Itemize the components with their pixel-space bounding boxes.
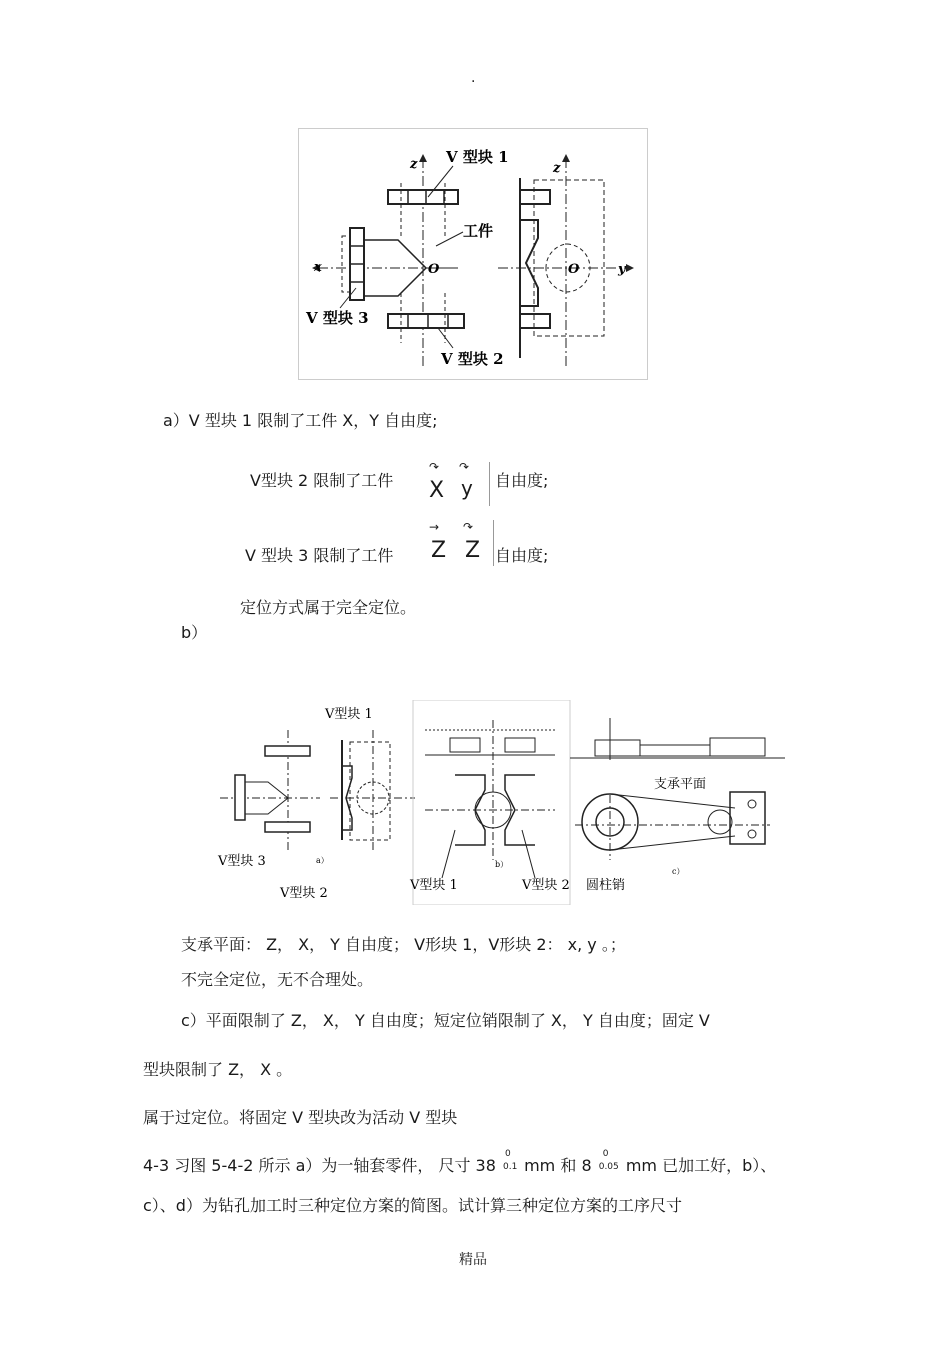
fig2-label-a: a） [316,856,329,865]
p6-part-a: 4-3 习图 5-4-2 所示 a）为一轴套零件， 尺寸 38 [143,1156,496,1175]
tolerance-1 [501,1149,519,1172]
fig2-label-v2-bottom: V型块 2 [522,878,570,893]
fig2-label-support: 支承平面 [654,777,707,792]
rotation-arrow-icon: ↷ [463,520,474,534]
rotation-arrow-icon: ↷ [429,460,440,474]
tolerance-2 [597,1149,621,1172]
text-complete: 定位方式属于完全定位。 [240,598,417,617]
v2-symbol-y: y [461,476,473,500]
fig2-label-v3: V型块 3 [218,854,266,869]
tolerance-2-lower: 0.05 [598,1162,619,1172]
fig2-label-b: b） [495,860,509,869]
text-b-label: b） [181,623,208,642]
text-v3-prefix: V 型块 3 限制了工件 [245,546,394,565]
tolerance-1-lower: 0.1 [503,1162,518,1172]
fig1-label-v1: V 型块 1 [446,148,509,166]
paragraph-support: 支承平面： Z， X， Y 自由度； V形块 1，V形块 2： x, y 。； [181,935,626,954]
header-dot: . [471,70,476,86]
fig1-axis-y: y [618,262,626,277]
v2-symbol-box [425,462,490,506]
v3-symbol-z2: Z [465,538,481,563]
text-v2-suffix: 自由度; [495,471,549,490]
fig2-label-v1-bottom: V型块 1 [410,878,458,893]
fig1-label-v3: V 型块 3 [306,309,369,327]
fig1-origin-right: O [568,262,580,277]
p6-part-c: mm 已加工好，b）、 [625,1156,777,1175]
fig1-axis-z-right: z [553,161,561,176]
figure-2-positioning-schemes [210,700,790,905]
paragraph-c-cont: 型块限制了 Z， X 。 [143,1060,293,1079]
text-a-line: a）V 型块 1 限制了工件 X，Y 自由度; [163,411,438,430]
fig2-label-c: c） [672,867,685,876]
paragraph-incomplete: 不完全定位，无不合理处。 [181,970,374,989]
tolerance-1-upper: 0 [505,1149,511,1159]
paragraph-4-3-cont: c）、d）为钻孔加工时三种定位方案的简图。试计算三种定位方案的工序尺寸 [143,1196,682,1215]
v2-symbol-x: X [429,478,445,503]
footer-label: 精品 [459,1252,487,1268]
paragraph-over-positioning: 属于过定位。将固定 V 型块改为活动 V 型块 [143,1108,458,1127]
fig1-origin-left: O [428,262,440,277]
fig1-axis-x: x [314,260,322,275]
text-v3-suffix: 自由度; [495,546,549,565]
text-v2-prefix: V型块 2 限制了工件 [250,471,394,490]
fig1-label-workpiece: 工件 [463,222,494,240]
arrow-right-icon: → [429,520,440,534]
paragraph-4-3 [143,1149,777,1176]
fig1-axis-z-left: z [410,157,418,172]
fig1-label-v2: V 型块 2 [441,350,504,368]
fig2-label-v2: V型块 2 [280,886,328,901]
paragraph-c: c）平面限制了 Z， X， Y 自由度；短定位销限制了 X， Y 自由度；固定 V [181,1011,710,1030]
tolerance-2-upper: 0 [602,1149,609,1159]
rotation-arrow-icon: ↷ [459,460,470,474]
v3-symbol-box [425,520,494,566]
fig2-label-v1-top: V型块 1 [325,707,373,722]
fig2-label-pin: 圆柱销 [586,878,626,893]
v3-symbol-z1: Z [431,538,447,563]
p6-part-b: mm 和 8 [524,1156,592,1175]
figure-1-v-blocks [298,128,648,380]
